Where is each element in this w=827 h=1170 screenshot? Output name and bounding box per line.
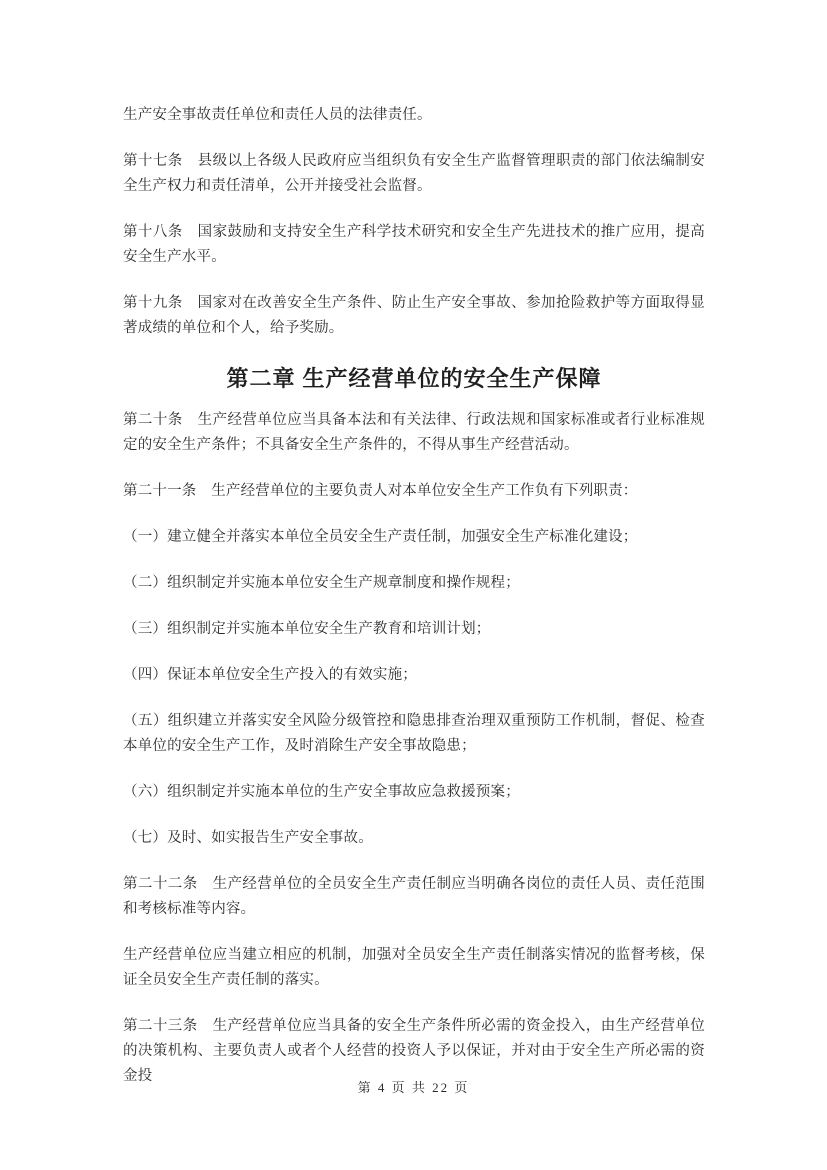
article-21-paragraph: 第二十一条 生产经营单位的主要负责人对本单位安全生产工作负有下列职责：	[123, 483, 638, 499]
document-body	[123, 103, 705, 1089]
chapter-2-heading: 第二章 生产经营单位的安全生产保障	[226, 366, 602, 391]
article-21-item-4: （四）保证本单位安全生产投入的有效实施；	[123, 667, 417, 683]
article-22-paragraph-1: 第二十二条 生产经营单位的全员安全生产责任制应当明确各岗位的责任人员、责任范围和考核标准等内容。	[123, 876, 705, 917]
article-21-item-2: （二）组织制定并实施本单位安全生产规章制度和操作规程；	[123, 575, 520, 591]
article-21-item-1: （一）建立健全并落实本单位全员安全生产责任制，加强安全生产标准化建设；	[123, 529, 638, 545]
article-21-item-7: （七）及时、如实报告生产安全事故。	[123, 830, 373, 846]
article-18-paragraph: 第十八条 国家鼓励和支持安全生产科学技术研究和安全生产先进技术的推广应用，提高安全生产水平。	[123, 224, 705, 265]
page-footer: 第 4 页 共 22 页	[357, 1080, 470, 1095]
article-22-paragraph-2: 生产经营单位应当建立相应的机制，加强对全员安全生产责任制落实情况的监督考核，保证全员安全生产责任制的落实。	[123, 947, 705, 988]
article-19-paragraph: 第十九条 国家对在改善安全生产条件、防止生产安全事故、参加抢险救护等方面取得显著成绩的单位和个人，给予奖励。	[123, 295, 705, 336]
continuation-paragraph: 生产安全事故责任单位和责任人员的法律责任。	[123, 107, 432, 123]
article-21-item-3: （三）组织制定并实施本单位安全生产教育和培训计划；	[123, 621, 491, 637]
article-21-item-6: （六）组织制定并实施本单位的生产安全事故应急救援预案；	[123, 784, 520, 800]
article-17-paragraph: 第十七条 县级以上各级人民政府应当组织负有安全生产监督管理职责的部门依法编制安全生产权力和责任清单，公开并接受社会监督。	[123, 153, 705, 194]
article-21-item-5: （五）组织建立并落实安全风险分级管控和隐患排查治理双重预防工作机制，督促、检查本单位的安全生产工作，及时消除生产安全事故隐患；	[123, 713, 705, 754]
article-23-paragraph: 第二十三条 生产经营单位应当具备的安全生产条件所必需的资金投入，由生产经营单位的决策机构、主要负责人或者个人经营的投资人予以保证，并对由于安全生产所必需的资金投	[123, 1018, 705, 1084]
article-20-paragraph: 第二十条 生产经营单位应当具备本法和有关法律、行政法规和国家标准或者行业标准规定的安全生产条件；不具备安全生产条件的，不得从事生产经营活动。	[123, 412, 705, 453]
